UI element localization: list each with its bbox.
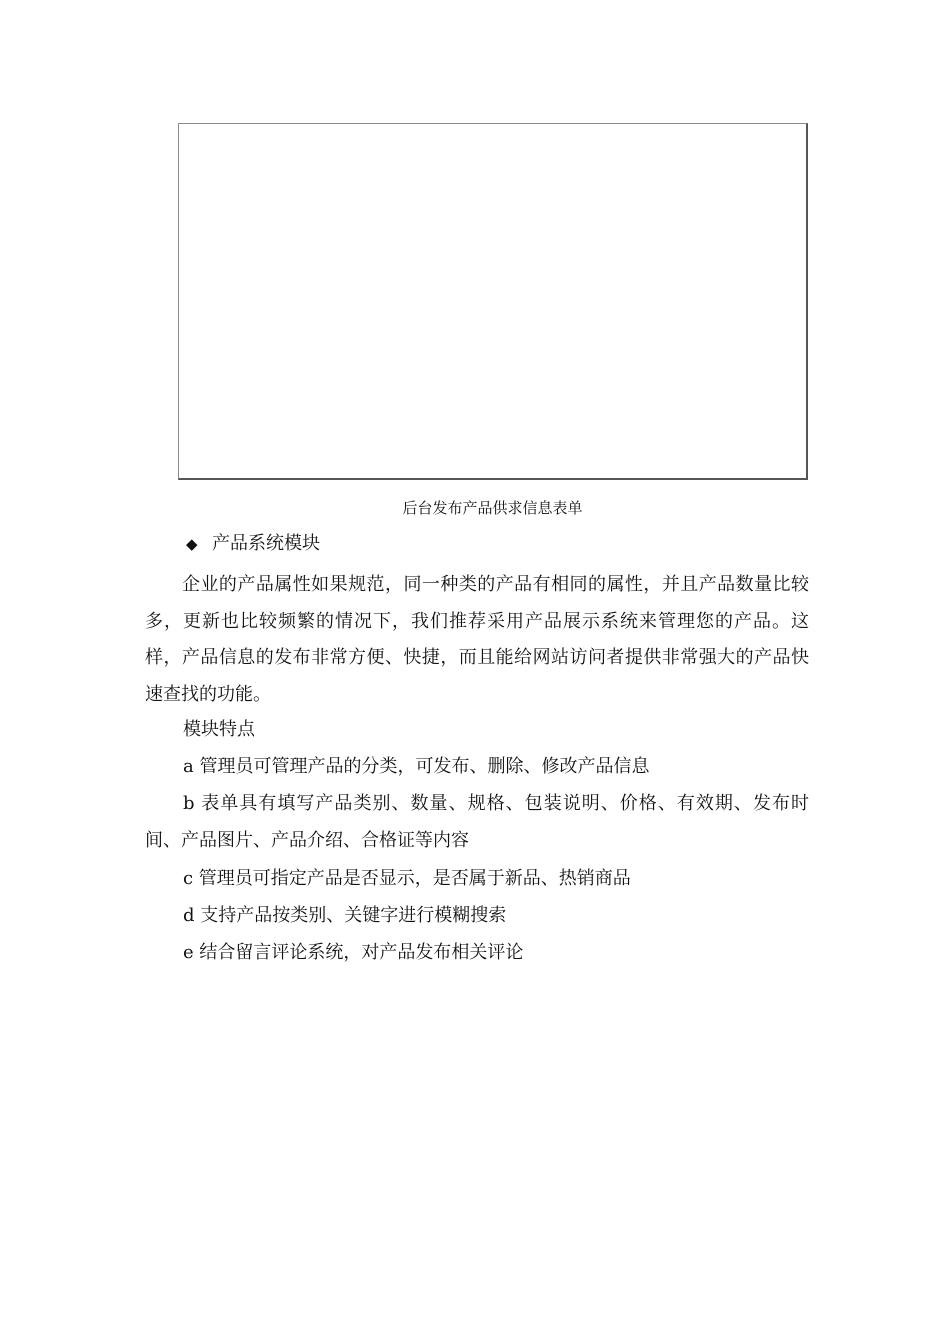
feature-item-e: e 结合留言评论系统，对产品发布相关评论 — [183, 942, 524, 963]
features-title: 模块特点 — [183, 719, 255, 740]
intro-paragraph: 企业的产品属性如果规范，同一种类的产品有相同的属性，并且产品数量比较多，更新也比较频繁的情况下，我们推荐采用产品展示系统来管理您的产品。这样，产品信息的发布非常方便、快捷，而且能给网站访问者提供非常强大的产品快速查找的功能。 — [145, 574, 809, 706]
feature-item-b: b 表单具有填写产品类别、数量、规格、包装说明、价格、有效期、发布时间、产品图片、产品介绍、合格证等内容 — [145, 793, 809, 851]
section-heading-text: 产品系统模块 — [212, 533, 320, 554]
section-heading — [186, 532, 320, 556]
diamond-bullet-icon: ◆ — [186, 535, 198, 553]
figure-caption: 后台发布产品供求信息表单 — [402, 499, 583, 517]
feature-item-d: d 支持产品按类别、关键字进行模糊搜索 — [183, 905, 507, 926]
figure-image-frame — [178, 123, 808, 480]
feature-item-c: c 管理员可指定产品是否显示，是否属于新品、热销商品 — [183, 868, 631, 889]
feature-item-a: a 管理员可管理产品的分类，可发布、删除、修改产品信息 — [183, 756, 650, 777]
